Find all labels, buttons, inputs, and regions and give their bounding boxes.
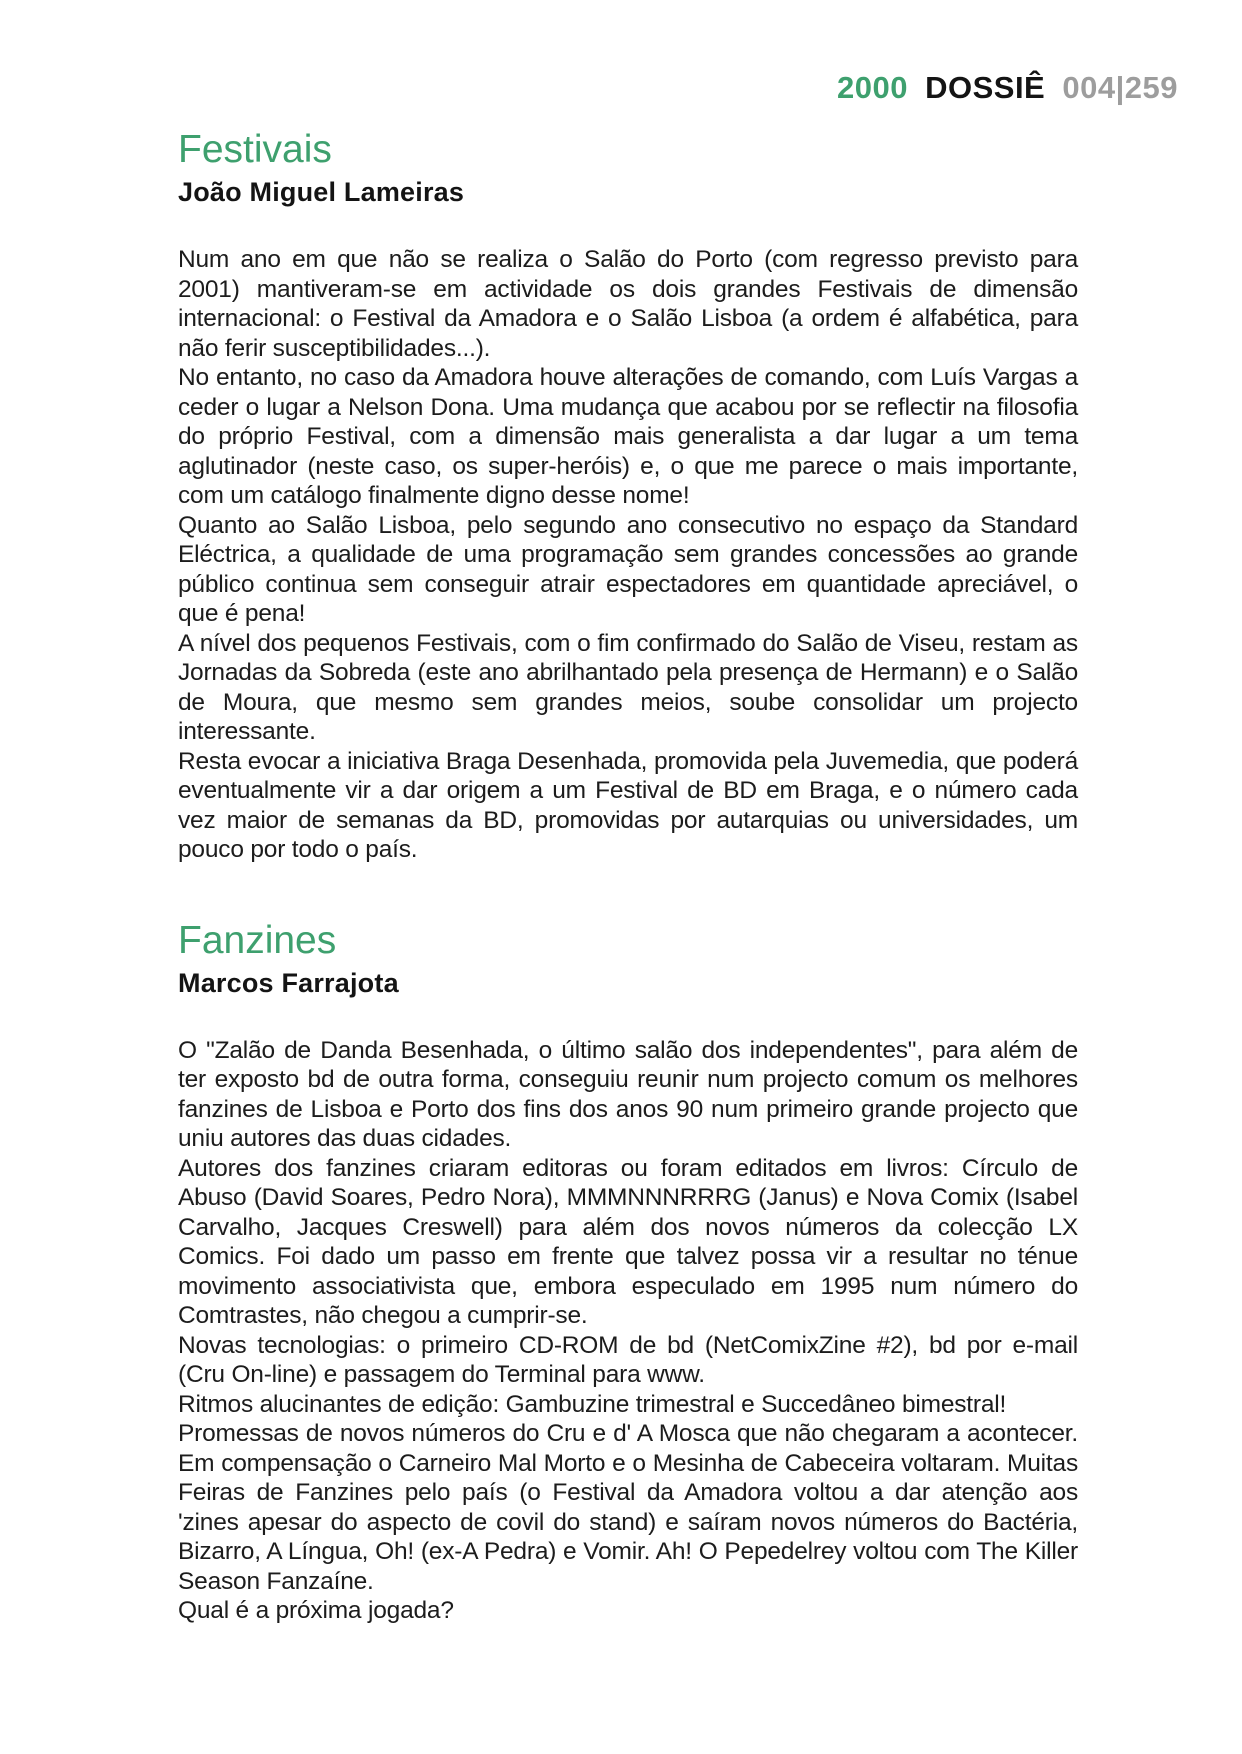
paragraph: Resta evocar a iniciativa Braga Desenhada, promovida pela Juvemedia, que poderá eventualmente vir a dar origem a um Festival de BD em Braga, e o número cada vez maior de semanas da BD, promovidas por autarquias ou universidades, um pouco por todo o país. <box>178 747 1078 863</box>
header-dossier-label: DOSSIÊ <box>925 70 1046 105</box>
paragraph: Num ano em que não se realiza o Salão do Porto (com regresso previsto para 2001) mantiveram-se em actividade os dois grandes Festivais de dimensão internacional: o Festival da Amadora e o Salão Lisboa (a ordem é alfabética, para não ferir susceptibilidades...). <box>178 246 1078 362</box>
section-author-fanzines: Marcos Farrajota <box>178 967 399 998</box>
paragraph: No entanto, no caso da Amadora houve alterações de comando, com Luís Vargas a ceder o lugar a Nelson Dona. Uma mudança que acabou por se reflectir na filosofia do próprio Festival, com a dimensão mais generalista a dar lugar a um tema aglutinador (neste caso, os super-heróis) e, o que me parece o mais importante, com um catálogo finalmente digno desse nome! <box>178 364 1078 509</box>
section-author-festivais: João Miguel Lameiras <box>178 177 465 207</box>
paragraph: A nível dos pequenos Festivais, com o fim confirmado do Salão de Viseu, restam as Jornadas da Sobreda (este ano abrilhantado pela presença de Hermann) e o Salão de Moura, que mesmo sem grandes meios, soube consolidar um projecto interessante. <box>178 629 1078 745</box>
header-year-label: 2000 <box>837 70 908 105</box>
section-fanzines <box>178 919 1078 1626</box>
section-body-festivais <box>178 245 1078 865</box>
section-body-fanzines <box>178 1036 1078 1626</box>
paragraph: Quanto ao Salão Lisboa, pelo segundo ano consecutivo no espaço da Standard Eléctrica, a qualidade de uma programação sem grandes concessões ao grande público continua sem conseguir atrair espectadores em quantidade apreciável, o que é pena! <box>178 511 1078 627</box>
page-content <box>178 128 1078 1626</box>
header-issue-number: 004|259 <box>1062 70 1178 105</box>
paragraph: Autores dos fanzines criaram editoras ou foram editados em livros: Círculo de Abuso (David Soares, Pedro Nora), MMMNNNRRRG (Janus) e Nova Comix (Isabel Carvalho, Jacques Creswell) para além dos novos números da colecção LX Comics. Foi dado um passo em frente que talvez possa vir a resultar no ténue movimento associativista que, embora especulado em 1995 num número do Comtrastes, não chegou a cumprir-se. <box>178 1154 1078 1329</box>
paragraph: Ritmos alucinantes de edição: Gambuzine trimestral e Succedâneo bimestral! <box>178 1390 1007 1418</box>
paragraph: Promessas de novos números do Cru e d' A Mosca que não chegaram a acontecer. Em compensação o Carneiro Mal Morto e o Mesinha de Cabeceira voltaram. Muitas Feiras de Fanzines pelo país (o Festival da Amadora voltou a dar atenção aos 'zines apesar do aspecto de covil do stand) e saíram novos números do Bactéria, Bizarro, A Língua, Oh! (ex-A Pedra) e Vomir. Ah! O Pepedelrey voltou com The Killer Season Fanzaíne. <box>178 1420 1078 1595</box>
page-header <box>837 70 1178 106</box>
paragraph: Qual é a próxima jogada? <box>178 1597 454 1624</box>
paragraph: Novas tecnologias: o primeiro CD-ROM de bd (NetComixZine #2), bd por e-mail (Cru On-line) e passagem do Terminal para www. <box>178 1331 1078 1388</box>
section-title-festivais: Festivais <box>178 128 332 171</box>
section-title-fanzines: Fanzines <box>178 918 337 962</box>
paragraph: O "Zalão de Danda Besenhada, o último salão dos independentes", para além de ter exposto bd de outra forma, conseguiu reunir num projecto comum os melhores fanzines de Lisboa e Porto dos fins dos anos 90 num primeiro grande projecto que uniu autores das duas cidades. <box>178 1036 1078 1152</box>
section-festivais <box>178 128 1078 865</box>
